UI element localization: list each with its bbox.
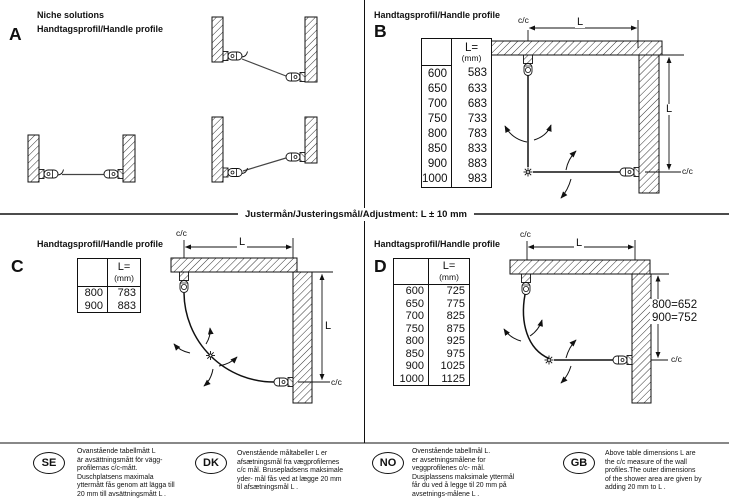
table-header-blank [422, 39, 452, 66]
wall-hatched [305, 117, 317, 163]
cc-label: c/c [518, 15, 529, 25]
handle-profile-icon [286, 73, 305, 82]
table-cell: 750 [427, 112, 447, 125]
hinge-profile-icon [522, 274, 531, 295]
diagram-b-corner-entry [485, 20, 684, 198]
l-dimension-label: L [325, 320, 332, 332]
l-dimension-label: L [577, 16, 584, 28]
handle-profile-icon [620, 168, 639, 177]
language-badge-no: NO [372, 452, 404, 474]
table-cell: 750 [405, 322, 424, 335]
table-cell: 1125 [429, 372, 470, 385]
dimension-table-c [77, 258, 141, 313]
handle-profile-icon [286, 153, 305, 162]
table-cell: 983 [452, 172, 492, 188]
table-cell: 600 [405, 285, 424, 298]
wall-hatched [212, 17, 223, 62]
cc-label: c/c [682, 166, 693, 176]
table-cell: 600 [427, 67, 447, 80]
hinge-profile-icon [39, 170, 64, 179]
diagram-c-curved-entry [171, 238, 333, 403]
cc-label: c/c [331, 377, 342, 387]
language-badge-se: SE [33, 452, 65, 474]
table-cell: 883 [452, 157, 492, 172]
wall-hatched [632, 274, 651, 403]
quadrant-b-title: Handtagsprofil/Handle profile [374, 10, 501, 20]
curved-door-panel [184, 293, 274, 382]
table-cell: 783 [108, 287, 141, 300]
pivot-star-icon [524, 168, 533, 177]
diagram-a-niche-solutions [28, 17, 317, 182]
adjustment-note: Justermån/Justeringsmål/Adjustment: L ± 10 mm [238, 208, 474, 221]
table-cell: 825 [429, 310, 470, 322]
table-cell: 875 [429, 322, 470, 334]
title-handle-profile: Handtagsprofil/Handle profile [37, 24, 164, 34]
table-cell: 800 [427, 127, 447, 140]
language-badge-dk: DK [195, 452, 227, 474]
table-row [394, 360, 470, 372]
swing-arrows [174, 328, 237, 386]
table-cell: 800 [405, 335, 424, 348]
table-cell: 883 [108, 300, 141, 313]
table-cell: 925 [429, 335, 470, 347]
quadrant-d-title: Handtagsprofil/Handle profile [374, 239, 501, 249]
l-dimension-label: L [576, 237, 583, 249]
table-cell: 700 [405, 310, 424, 323]
table-header-blank [394, 259, 429, 285]
table-row [394, 310, 470, 322]
pivot-star-icon [206, 351, 215, 360]
cc-label: c/c [176, 228, 187, 238]
note-no: Ovenstående tabellmål L. er avsetningsmålene for veggprofilenes c/c- mål. Dusjplassens maksimale yttermål får du ved å legge til 20 mm på avsetnings-målene L . [412, 448, 515, 498]
wall-hatched [28, 135, 39, 182]
table-cell: 583 [452, 66, 492, 82]
handle-profile-icon [613, 356, 632, 365]
language-badge-gb: GB [563, 452, 595, 474]
diagram-d-curved-door [504, 237, 669, 403]
table-cell: 850 [427, 143, 447, 156]
table-cell: 633 [452, 81, 492, 96]
table-row [394, 285, 470, 298]
table-header-row [422, 39, 492, 66]
table-header-row [394, 259, 470, 285]
note-se: Ovanstående tabellmått L är avsättningsmått för vägg- profilernas c/c-mått. Duschplatsens maximala yttermått fås genom att lägga till 20 mm till avsättningsmått L . [77, 448, 175, 498]
table-header-l: L= (mm) [108, 259, 141, 287]
note-dk: Ovenstående måltabeller L er afsætningsmål fra vægprofilernes c/c mål. Brusepladsens maksimale yder- mål fås ved at lægge 20 mm til afsætningsmål L . [237, 450, 344, 492]
note-gb: Above table dimensions L are the c/c measure of the wall profiles.The outer dimensions of the shower area are given by adding 20 mm to L . [605, 450, 702, 492]
quadrant-d-letter: D [374, 256, 387, 276]
table-header-blank [78, 259, 108, 287]
table-row [394, 335, 470, 347]
table-cell: 1000 [422, 173, 448, 186]
table-cell: 683 [452, 96, 492, 111]
table-cell: 650 [427, 82, 447, 95]
table-row [422, 157, 492, 172]
table-row [422, 126, 492, 141]
wall-hatched [305, 17, 317, 82]
table-row [422, 172, 492, 188]
cc-label: c/c [671, 354, 682, 364]
table-row [394, 347, 470, 359]
l-dimension-label: L [666, 103, 673, 115]
title-niche-solutions: Niche solutions [37, 10, 105, 20]
table-row [422, 142, 492, 157]
table-cell: 900 [84, 299, 103, 312]
dimension-table-b [421, 38, 492, 188]
table-row [78, 300, 141, 313]
table-header-row [78, 259, 141, 287]
table-cell: 800 [84, 287, 103, 300]
quadrant-a-title [37, 8, 163, 36]
handle-profile-icon [104, 170, 123, 179]
table-cell: 1000 [399, 372, 424, 385]
table-cell: 783 [452, 126, 492, 141]
pivot-star-icon [545, 356, 554, 365]
table-row [394, 372, 470, 385]
wall-hatched [171, 258, 297, 272]
table-row [422, 111, 492, 126]
table-cell: 1025 [429, 360, 470, 372]
table-row [394, 298, 470, 310]
quadrant-b-letter: B [374, 21, 387, 41]
wall-hatched [123, 135, 135, 182]
table-header-l: L= (mm) [429, 259, 470, 285]
quadrant-c-title: Handtagsprofil/Handle profile [37, 239, 164, 249]
wall-hatched [485, 41, 662, 55]
quadrant-a-letter: A [9, 24, 22, 44]
glass-panel-line [243, 158, 286, 171]
curved-door-panel [523, 295, 549, 359]
table-cell: 650 [405, 297, 424, 310]
table-cell: 900 [405, 360, 424, 373]
swing-arrows [505, 125, 576, 198]
wall-hatched [293, 272, 312, 403]
table-cell: 975 [429, 347, 470, 359]
hinge-profile-icon [180, 272, 189, 293]
quadrant-c-letter: C [11, 256, 24, 276]
table-cell: 775 [429, 298, 470, 310]
table-row [422, 96, 492, 111]
hinge-profile-icon [223, 168, 248, 177]
wall-hatched [212, 117, 223, 182]
hinge-profile-icon [524, 55, 533, 76]
swing-arrows [504, 320, 576, 383]
table-cell: 850 [405, 347, 424, 360]
table-cell: 725 [429, 285, 470, 298]
dimension-table-d [393, 258, 470, 386]
cc-label: c/c [520, 229, 531, 239]
l-dimension-label: L [239, 236, 246, 248]
table-row [422, 81, 492, 96]
wall-dimension-note: 800=652 900=752 [652, 299, 698, 324]
table-cell: 833 [452, 142, 492, 157]
glass-panel-line [242, 59, 286, 76]
table-row [394, 322, 470, 334]
table-header-l: L= (mm) [452, 39, 492, 66]
wall-hatched [510, 260, 650, 274]
table-cell: 700 [427, 97, 447, 110]
table-cell: 900 [427, 158, 447, 171]
table-row [422, 66, 492, 82]
table-cell: 733 [452, 111, 492, 126]
handle-profile-icon [274, 378, 293, 387]
table-row [78, 287, 141, 300]
